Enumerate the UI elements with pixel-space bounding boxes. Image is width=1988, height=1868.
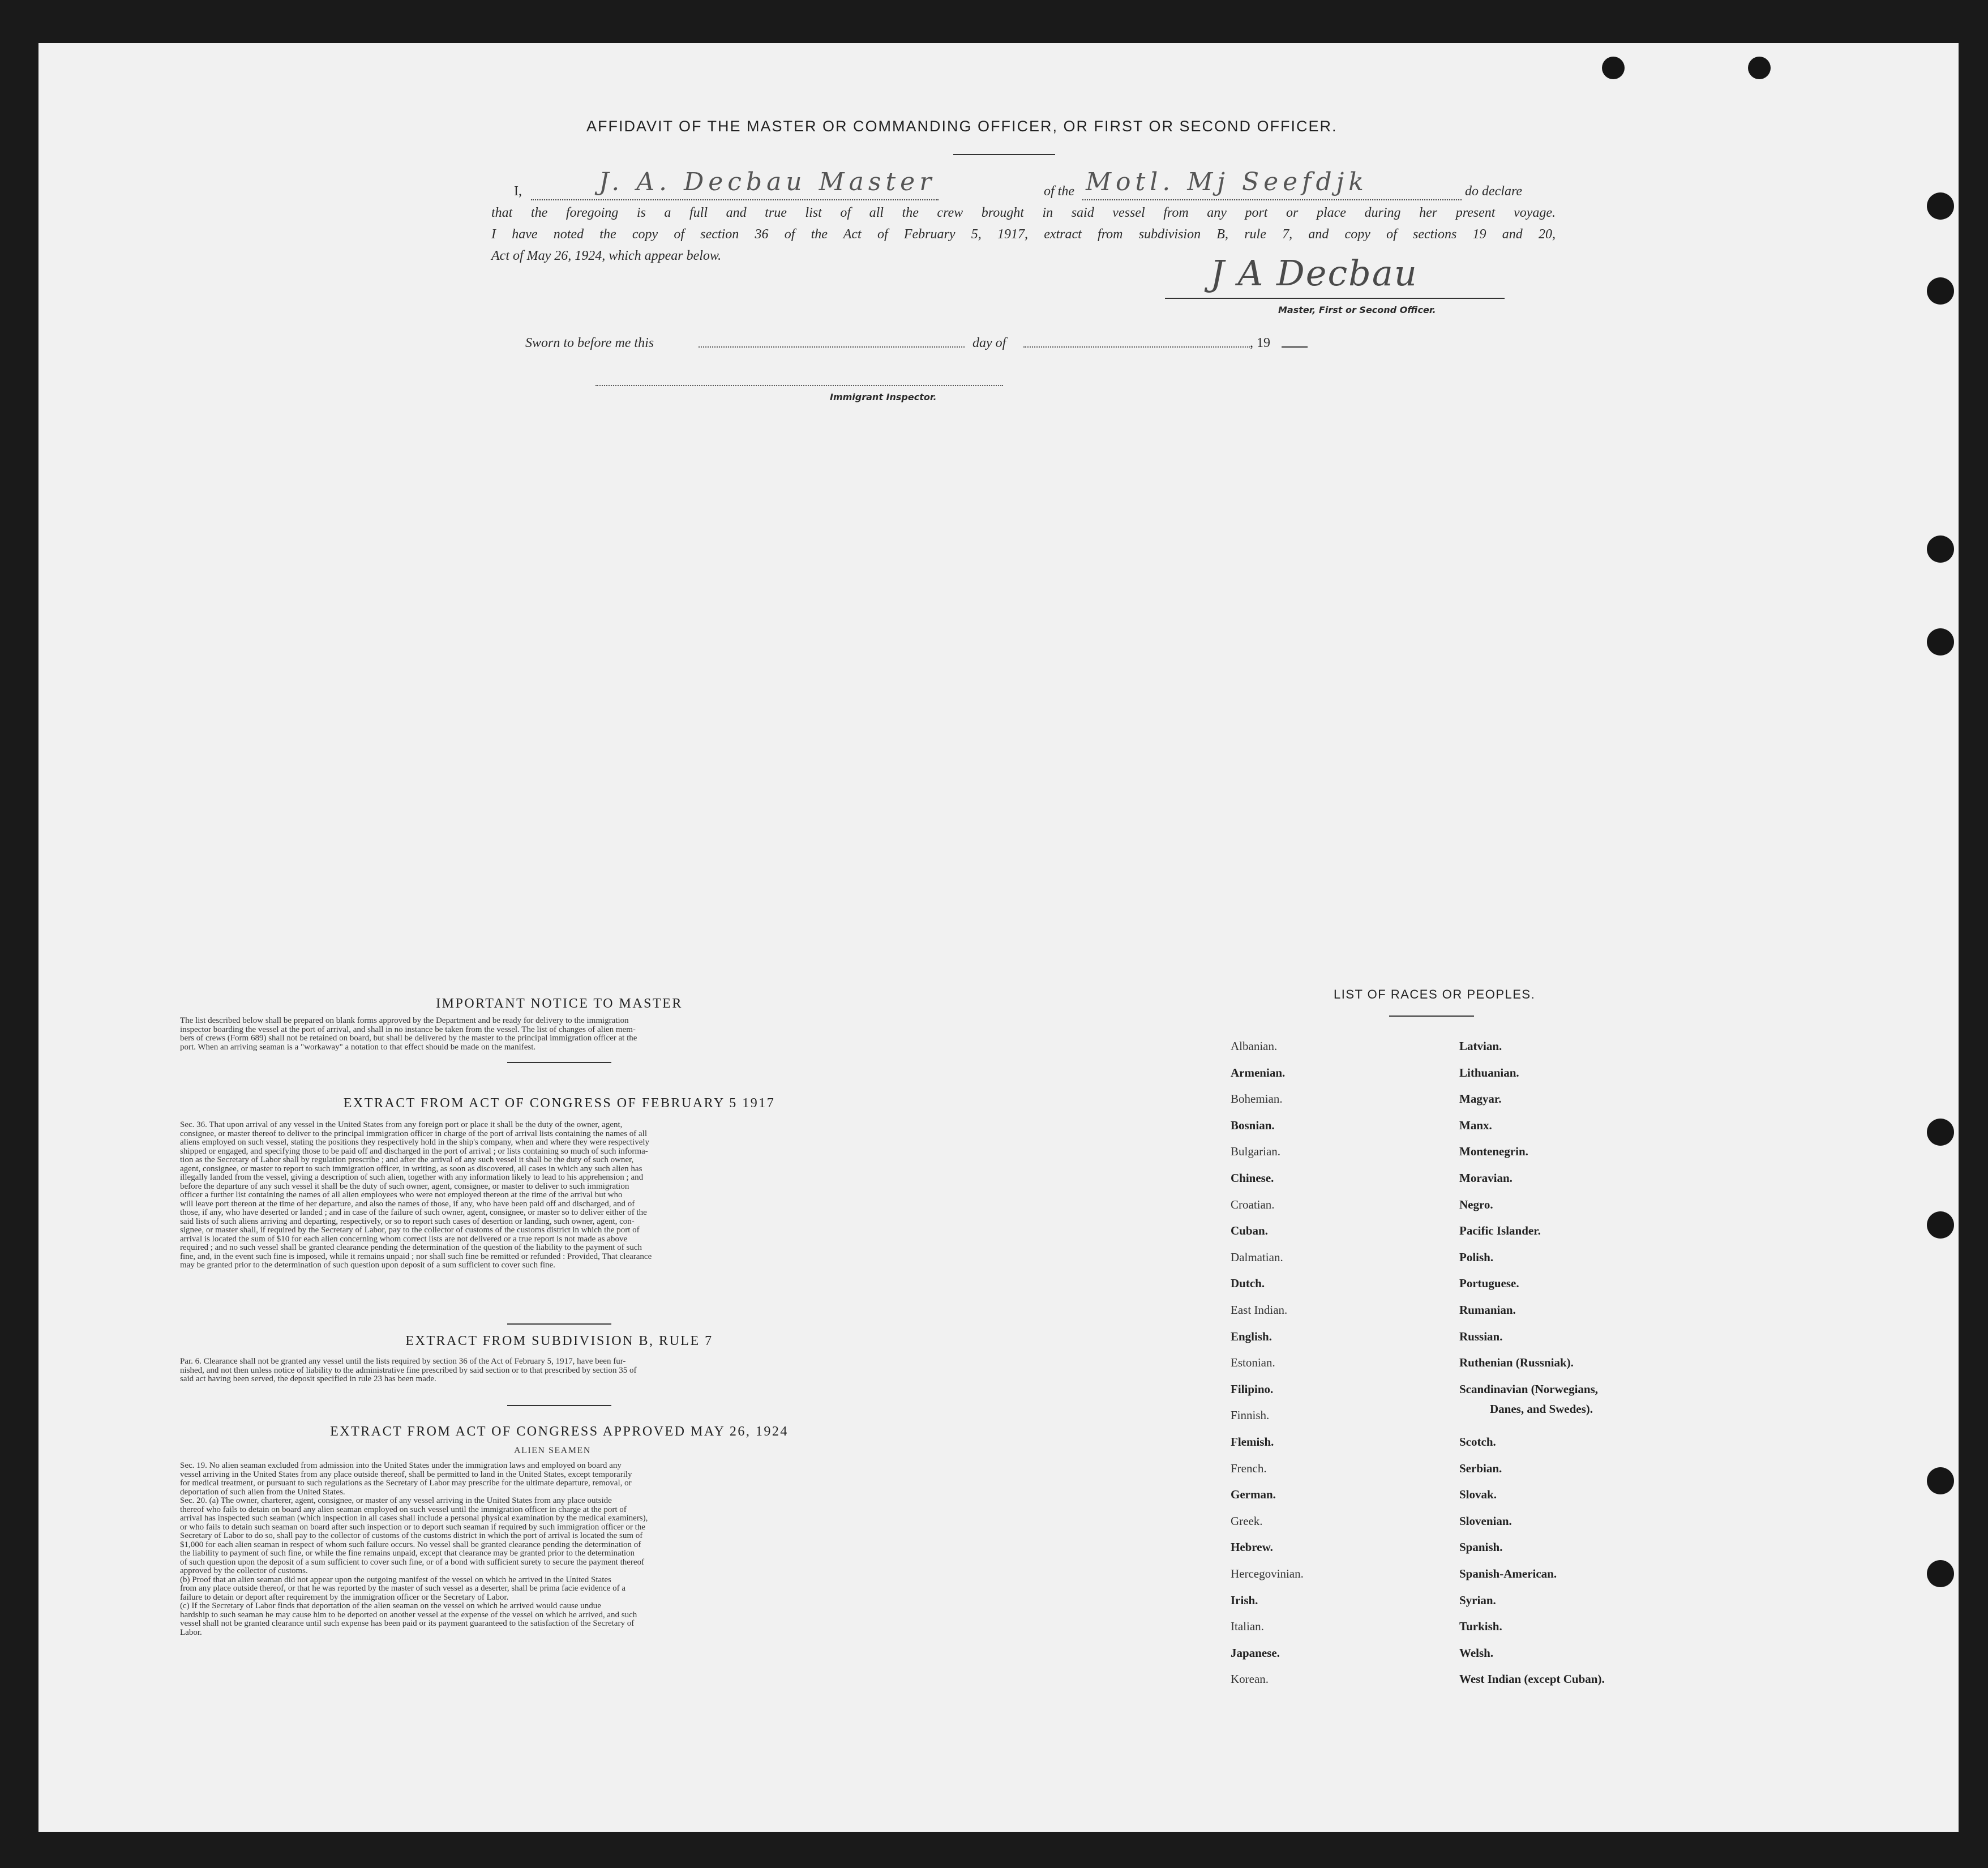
race-item: Dalmatian.: [1231, 1250, 1283, 1264]
extract-1924-line: failure to detain or deport after requirement by the immigration officer or the Secretary of Labor.: [180, 1592, 509, 1602]
extract-1924-line: Sec. 19. No alien seaman excluded from admission into the United States under the immigration laws and employed on board any: [180, 1461, 622, 1470]
punch-hole: [1927, 192, 1954, 220]
race-item: Lithuanian.: [1459, 1065, 1519, 1079]
race-item: Greek.: [1231, 1514, 1263, 1528]
extract-1917-line: will leave port thereon at the time of her departure, and also the names of those, if any, who have been paid off and discharged, and of: [180, 1199, 635, 1209]
punch-hole: [1927, 535, 1954, 563]
race-item: Negro.: [1459, 1197, 1493, 1211]
extract-1917-line: signee, or master shall, if required by the Secretary of Labor, pay to the collector of customs of the customs district in which the port of: [180, 1226, 640, 1235]
race-item: Estonian.: [1231, 1356, 1275, 1370]
extract-rule7-body: [180, 1357, 939, 1384]
race-item: Scotch.: [1459, 1435, 1496, 1449]
handwritten-master-name: J. A. Decbau Master: [599, 168, 936, 196]
race-item: Pacific Islander.: [1459, 1224, 1541, 1238]
extract-1917-line: illegally landed from the vessel, giving a description of such alien, together with any information likely to lead to his apprehension ; and: [180, 1173, 644, 1182]
punch-hole: [1927, 277, 1954, 305]
extract-1917-line: fine, and, in the event such fine is imposed, while it remains unpaid ; nor shall such fine be remitted or refunded : Provided, That clearance: [180, 1252, 652, 1261]
race-item: Italian.: [1231, 1619, 1264, 1634]
race-item: Serbian.: [1459, 1461, 1502, 1475]
race-item: Flemish.: [1231, 1435, 1274, 1449]
extract-1924-line: approved by the collector of customs.: [180, 1566, 308, 1575]
extract-1924-line: the liability to payment of such fine, or while the fine remains unpaid, except that clearance may be granted prior to the determination: [180, 1549, 635, 1558]
race-item: Armenian.: [1231, 1065, 1286, 1079]
extract-rule7-line: Par. 6. Clearance shall not be granted any vessel until the lists required by section 36 of the Act of February 5, 1917, have been fur-: [180, 1357, 626, 1366]
of-the-label: of the: [1044, 184, 1074, 199]
race-item: Scandinavian (Norwegians,: [1459, 1382, 1599, 1396]
do-declare-label: do declare: [1465, 184, 1523, 199]
punch-hole: [1602, 57, 1625, 79]
extract-1917-line: Sec. 36. That upon arrival of any vessel in the United States from any foreign port or place it shall be the duty of the owner, agent,: [180, 1120, 623, 1129]
race-item: Bulgarian.: [1231, 1145, 1281, 1159]
title-divider: [953, 154, 1055, 155]
extract-1924-line: from any place outside thereof, or that he was reported by the master of such vessel as a deserter, shall be prima facie evidence of a: [180, 1584, 625, 1593]
race-item: Japanese.: [1231, 1646, 1280, 1660]
notice-line: inspector boarding the vessel at the port of arrival, and shall in no instance be taken from the vessel. The list of changes of alien mem-: [180, 1025, 636, 1034]
signature-caption: Master, First or Second Officer.: [1278, 305, 1436, 315]
punch-hole: [1927, 1560, 1954, 1587]
name-blank-line: [531, 199, 939, 200]
race-item: Spanish.: [1459, 1540, 1503, 1554]
race-item: Slovak.: [1459, 1488, 1497, 1502]
extract-1924-line: or who fails to detain such seaman on board after such inspection or to deport such seaman if required by such immigration officer or the: [180, 1522, 645, 1532]
extract-1924-line: Labor.: [180, 1627, 202, 1637]
inspector-caption: Immigrant Inspector.: [830, 392, 937, 402]
race-item: Magyar.: [1459, 1092, 1502, 1106]
race-item: Hercegovinian.: [1231, 1567, 1304, 1580]
extract-1917-line: aliens employed on such vessel, stating the positions they respectively hold in the ship's company, when and where they were respectively: [180, 1138, 650, 1147]
extract-1917-line: before the departure of any such vessel it shall be the duty of such owner, agent, consignee, or master to deliver to such immigration: [180, 1181, 629, 1191]
notice-body: [180, 1017, 939, 1052]
race-item: Turkish.: [1459, 1619, 1502, 1634]
sworn-month-line: [1023, 346, 1250, 348]
extract-1924-line: hardship to such seaman he may cause him to be deported on another vessel at the expense of the vessel on which he arrived, and such: [180, 1610, 637, 1619]
declaration-line-2: that the foregoing is a full and true list of all the crew brought in said vessel from any port or place during her present voyage.: [491, 205, 1556, 220]
race-item: German.: [1231, 1488, 1276, 1502]
race-item: Finnish.: [1231, 1408, 1270, 1423]
extract-rule7-line: said act having been served, the deposit specified in rule 23 has been made.: [180, 1374, 436, 1383]
notice-line: bers of crews (Form 689) shall not be retained on board, but shall be delivered by the master to the principal immigration officer at the: [180, 1034, 637, 1043]
document-page: [38, 43, 1959, 1832]
race-item: Moravian.: [1459, 1171, 1513, 1185]
race-item: West Indian (except Cuban).: [1459, 1672, 1605, 1686]
section-divider: [507, 1405, 611, 1406]
race-item: Spanish-American.: [1459, 1567, 1557, 1580]
section-divider: [507, 1323, 611, 1325]
race-item: Russian.: [1459, 1329, 1503, 1343]
notice-line: The list described below shall be prepared on blank forms approved by the Department and be ready for delivery to the immigration: [180, 1016, 629, 1025]
sworn-label: Sworn to before me this: [525, 336, 654, 350]
race-item: Manx.: [1459, 1118, 1492, 1132]
signature-line: [1165, 298, 1505, 299]
extract-1924-line: thereof who fails to detain on board any alien seaman employed on such vessel until the immigration officer in charge at the port of: [180, 1505, 627, 1514]
race-item: Latvian.: [1459, 1039, 1502, 1053]
race-item: Korean.: [1231, 1672, 1269, 1686]
race-item: Portuguese.: [1459, 1276, 1519, 1291]
punch-hole: [1927, 1467, 1954, 1494]
race-item: Cuban.: [1231, 1224, 1268, 1238]
notice-line: port. When an arriving seaman is a "workaway" a notation to that effect should be made on the manifest.: [180, 1042, 536, 1052]
race-item: Slovenian.: [1459, 1514, 1512, 1528]
extract-1917-line: consignee, or master thereof to deliver to the principal immigration officer in charge of the port of arrival lists containing the names of all: [180, 1129, 648, 1138]
extract-1917-body: [180, 1121, 939, 1270]
section-divider: [507, 1062, 611, 1063]
extract-1917-line: said lists of such aliens arriving and departing, respectively, or so to report such cases of desertion or landing, such owner, agent, con-: [180, 1216, 635, 1226]
extract-1917-line: officer a further list containing the names of all alien employees who were not employed thereon at the time of the arrival but who: [180, 1190, 623, 1199]
extract-1924-line: deportation of such alien from the United States.: [180, 1487, 345, 1497]
race-item: Dutch.: [1231, 1276, 1265, 1291]
extract-1924-line: vessel shall not be granted clearance until such expense has been paid or its payment guaranteed to the satisfaction of the Secretary of: [180, 1619, 635, 1628]
declaration-line-3: I have noted the copy of section 36 of the Act of February 5, 1917, extract from subdivision B, rule 7, and copy of sections 19 and 20,: [491, 227, 1556, 242]
year-line: [1282, 346, 1308, 348]
race-item: Bohemian.: [1231, 1092, 1283, 1106]
extract-1924-subtitle: ALIEN SEAMEN: [514, 1446, 591, 1455]
extract-rule7-title: EXTRACT FROM SUBDIVISION B, RULE 7: [405, 1334, 713, 1348]
extract-1917-title: EXTRACT FROM ACT OF CONGRESS OF FEBRUARY 5 1917: [343, 1096, 776, 1111]
sworn-day-line: [699, 346, 965, 348]
extract-1924-body: [180, 1462, 939, 1637]
race-item: Danes, and Swedes).: [1490, 1402, 1593, 1416]
race-item: French.: [1231, 1461, 1267, 1475]
extract-1917-line: may be granted prior to the determination of such question upon deposit of a sum sufficient to cover such fine.: [180, 1261, 555, 1270]
race-item: Albanian.: [1231, 1039, 1278, 1053]
extract-1917-line: arrival is located the sum of $10 for each alien concerning whom correct lists are not delivered or a true report is not made as above: [180, 1234, 628, 1244]
race-item: Hebrew.: [1231, 1540, 1273, 1554]
extract-1924-line: (c) If the Secretary of Labor finds that deportation of the alien seaman on the vessel on which he arrived would cause undue: [180, 1601, 601, 1610]
race-item: Chinese.: [1231, 1171, 1274, 1185]
race-item: Polish.: [1459, 1250, 1494, 1264]
race-item: Syrian.: [1459, 1593, 1496, 1607]
race-item: East Indian.: [1231, 1303, 1288, 1317]
day-of-label: day of: [972, 336, 1006, 350]
inspector-signature-line: [595, 385, 1003, 386]
extract-1924-line: Sec. 20. (a) The owner, charterer, agent, consignee, or master of any vessel arriving in the United States from any place outside: [180, 1496, 612, 1505]
extract-1924-line: $1,000 for each alien seaman in respect of whom such failure occurs. No vessel shall be granted clearance pending the determination of: [180, 1540, 641, 1549]
affidavit-title: AFFIDAVIT OF THE MASTER OR COMMANDING OFFICER, OR FIRST OR SECOND OFFICER.: [586, 118, 1338, 135]
extract-1924-line: vessel arriving in the United States from any place outside thereof, shall be permitted to land in the United States, except temporarily: [180, 1469, 632, 1479]
declaration-line-4: Act of May 26, 1924, which appear below.: [491, 249, 722, 263]
notice-title: IMPORTANT NOTICE TO MASTER: [436, 996, 683, 1011]
punch-hole: [1927, 1211, 1954, 1239]
extract-1917-line: tion as the Secretary of Labor shall by regulation prescribe ; and after the arrival of any such vessel it shall be the duty of such owner,: [180, 1155, 634, 1164]
race-item: Welsh.: [1459, 1646, 1494, 1660]
punch-hole: [1927, 1119, 1954, 1146]
extract-1917-line: required ; and no such vessel shall be granted clearance pending the determination of the question of the liability to the payment of such: [180, 1243, 642, 1252]
extract-1924-line: Secretary of Labor to do so, shall pay to the collector of customs of the customs district in which the port of arrival is located the sum of: [180, 1531, 643, 1540]
race-item: Montenegrin.: [1459, 1145, 1528, 1159]
race-item: Croatian.: [1231, 1197, 1275, 1211]
handwritten-vessel-name: Motl. Mj Seefdjk: [1086, 168, 1368, 196]
punch-hole: [1927, 628, 1954, 655]
extract-1917-line: agent, consignee, or master to report to such immigration officer, in writing, as soon as discovered, all cases in which any such alien has: [180, 1164, 642, 1173]
i-label: I,: [514, 184, 522, 199]
extract-1924-line: for medical treatment, or pursuant to such regulations as the Secretary of Labor may prescribe for the ultimate departure, removal, or: [180, 1479, 632, 1488]
races-title: LIST OF RACES OR PEOPLES.: [1334, 987, 1536, 1001]
extract-1924-line: (b) Proof that an alien seaman did not appear upon the outgoing manifest of the vessel on which he arrived in the United States: [180, 1575, 611, 1584]
extract-1917-line: shipped or engaged, and specifying those to be paid off and discharged in the port of arrival ; or lists containing so much of such informa-: [180, 1146, 648, 1156]
extract-rule7-line: nished, and not then unless notice of liability to the administrative fine prescribed by said section or to that prescribed by section 35 of: [180, 1365, 637, 1375]
extract-1924-line: arrival has inspected such seaman (which inspection in all cases shall include a personal physical examination by the medical examiners),: [180, 1514, 648, 1523]
extract-1917-line: those, if any, who have deserted or landed ; and in case of the failure of such owner, agent, consignee, or master so to deliver either of the: [180, 1208, 647, 1217]
race-item: Ruthenian (Russniak).: [1459, 1356, 1574, 1370]
race-item: Irish.: [1231, 1593, 1258, 1607]
race-item: English.: [1231, 1329, 1272, 1343]
punch-hole: [1748, 57, 1771, 79]
master-signature: J A Decbau: [1210, 252, 1418, 294]
year-label: , 19: [1250, 336, 1270, 350]
vessel-blank-line: [1082, 199, 1462, 200]
extract-1924-line: of such question upon the deposit of a sum sufficient to cover such fine, or of a bond with sufficient surety to secure the payment thereof: [180, 1557, 645, 1567]
extract-1924-title: EXTRACT FROM ACT OF CONGRESS APPROVED MAY 26, 1924: [330, 1424, 789, 1439]
race-item: Bosnian.: [1231, 1118, 1275, 1132]
race-item: Rumanian.: [1459, 1303, 1516, 1317]
race-item: Filipino.: [1231, 1382, 1274, 1396]
races-divider: [1389, 1016, 1474, 1017]
